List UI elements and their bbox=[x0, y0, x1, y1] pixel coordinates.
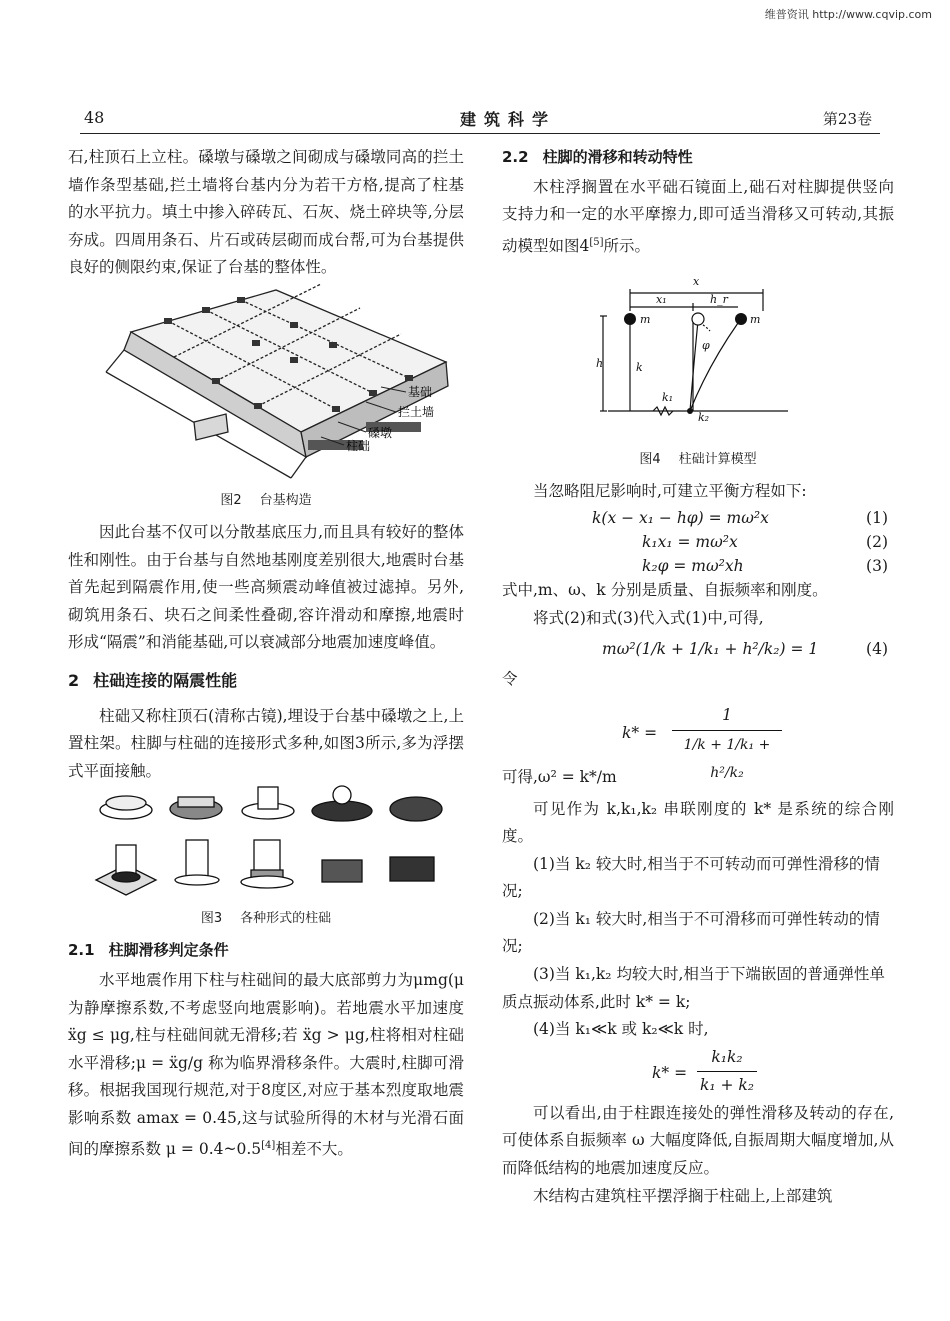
paragraph: 柱础又称柱顶石(清称古镜),埋设于台基中磉墩之上,上置柱架。柱脚与柱础的连接形式多种,如图3所示,多为浮摆式平面接触。 bbox=[68, 706, 464, 780]
fig2-label-column-base: 柱础 bbox=[346, 438, 371, 453]
equation-6: k* = k₁k₂ k₁ + k₂ bbox=[502, 1044, 894, 1100]
section-2-heading: 2 柱础连接的隔震性能 bbox=[68, 670, 238, 690]
fig4-label-k1: k₁ bbox=[662, 390, 674, 404]
fig4-label-k2: k₂ bbox=[698, 410, 710, 424]
section-2-2-heading: 2.2 柱脚的滑移和转动特性 bbox=[502, 148, 693, 166]
figure-2-caption: 图2 台基构造 bbox=[220, 492, 312, 508]
figure-3-column-base-types bbox=[86, 785, 446, 905]
right-column bbox=[502, 144, 894, 1210]
figure-4-caption: 图4 柱础计算模型 bbox=[639, 451, 757, 467]
fig4-label-m-right: m bbox=[750, 312, 761, 326]
fig4-label-hr: h_r bbox=[710, 292, 728, 306]
fig4-label-x1: x₁ bbox=[656, 292, 667, 306]
paragraph: 可得,ω² = k*/m bbox=[502, 767, 617, 786]
list-item: (4)当 k₁≪k 或 k₂≪k 时, bbox=[533, 1020, 709, 1039]
paragraph: 可以看出,由于柱跟连接处的弹性滑移及转动的存在,可使体系自振频率 ω 大幅度降低,自振周期大幅度增加,从而降低结构的地震加速度反应。 bbox=[502, 1103, 894, 1178]
watermark: 维普资讯 http://www.cqvip.com bbox=[764, 8, 932, 21]
fig4-label-phi: φ bbox=[702, 338, 710, 352]
equation-2: k₁x₁ = mω²x (2) bbox=[642, 533, 888, 552]
volume-label: 第23卷 bbox=[822, 110, 872, 128]
fig4-label-x: x bbox=[693, 274, 700, 288]
paragraph: 木柱浮搁置在水平础石镜面上,础石对柱脚提供竖向支持力和一定的水平摩擦力,即可适当滑移又可转动,其振动模型如图4[5]所示。 bbox=[502, 177, 894, 255]
paragraph: 可见作为 k,k₁,k₂ 串联刚度的 k* 是系统的综合刚度。 bbox=[502, 799, 894, 846]
section-2-1-heading: 2.1 柱脚滑移判定条件 bbox=[68, 941, 229, 960]
equation-1: k(x − x₁ − hφ) = mω²x (1) bbox=[592, 509, 888, 528]
paragraph: 水平地震作用下柱与柱础间的最大底部剪力为μmg(μ为静摩擦系数,不考虑竖向地震影响)。若地震水平加速度 ẍg ≤ μg,柱与柱础间就无滑移;若 ẍg > μg,柱将相对柱础水平滑移;μ = ẍg/g 称为临界滑移条件。大震时,柱脚可滑移。根据我国现行规范,对于8度区,对应于基本烈度取地震影响系数 amax = 0.45,这与试验所得的木材与光滑石面间的摩擦系数 μ = 0.4~0.5[4]相差不大。 bbox=[68, 970, 464, 1159]
fig2-label-retaining-wall: 拦土墙 bbox=[398, 404, 435, 419]
figure-3-caption: 图3 各种形式的柱础 bbox=[200, 911, 332, 927]
paragraph: 令 bbox=[502, 670, 518, 689]
fig2-label-pier: 磉墩 bbox=[368, 425, 393, 440]
equation-3: k₂φ = mω²xh (3) bbox=[642, 557, 888, 576]
paragraph: 当忽略阻尼影响时,可建立平衡方程如下: bbox=[533, 481, 807, 500]
list-item: (2)当 k₁ 较大时,相当于不可滑移而可弹性转动的情况; bbox=[502, 909, 880, 956]
equation-4: mω²(1/k + 1/k₁ + h²/k₂) = 1 (4) bbox=[602, 640, 888, 659]
left-column bbox=[68, 144, 464, 1164]
page-number: 48 bbox=[84, 108, 105, 127]
fig2-label-foundation: 基础 bbox=[408, 384, 433, 399]
list-item: (3)当 k₁,k₂ 均较大时,相当于下端嵌固的普通弹性单质点振动体系,此时 k* = k; bbox=[502, 965, 885, 1011]
fig4-label-m-left: m bbox=[640, 312, 651, 326]
page-header bbox=[80, 108, 880, 134]
fig4-label-k: k bbox=[636, 360, 643, 374]
case-list bbox=[502, 851, 894, 1044]
paragraph: 因此台基不仅可以分散基底压力,而且具有较好的整体性和刚性。由于台基与自然地基刚度差别很大,地震时台基首先起到隔震作用,使一些高频震动峰值被过滤掉。另外,砌筑用条石、块石之间柔性叠砌,容许滑动和摩擦,地震时形成“隔震”和消能基础,可以衰减部分地震加速度峰值。 bbox=[68, 522, 464, 652]
equation-5: k* = 1 1/k + 1/k₁ + h²/k₂ bbox=[502, 700, 894, 764]
paragraph: 木结构古建筑柱平摆浮搁于柱础上,上部建筑 bbox=[533, 1186, 833, 1205]
figure-2-platform-construction bbox=[76, 282, 456, 487]
paragraph: 式中,m、ω、k 分别是质量、自振频率和刚度。 bbox=[502, 581, 828, 600]
fig4-label-h: h bbox=[596, 356, 604, 370]
paragraph: 将式(2)和式(3)代入式(1)中,可得, bbox=[533, 608, 764, 627]
list-item: (1)当 k₂ 较大时,相当于不可转动而可弹性滑移的情况; bbox=[502, 854, 880, 901]
journal-title: 建筑科学 bbox=[460, 110, 557, 129]
figure-4-calculation-model bbox=[598, 261, 798, 446]
paragraph: 石,柱顶石上立柱。磉墩与磉墩之间砌成与磉墩同高的拦土墙作条型基础,拦土墙将台基内分为若干方格,提高了柱基的水平抗力。填土中掺入碎砖瓦、石灰、烧土碎块等,分层夯成。四周用条石、片石或砖层砌而成台帮,可为台基提供良好的侧限约束,保证了台基的整体性。 bbox=[68, 148, 464, 277]
